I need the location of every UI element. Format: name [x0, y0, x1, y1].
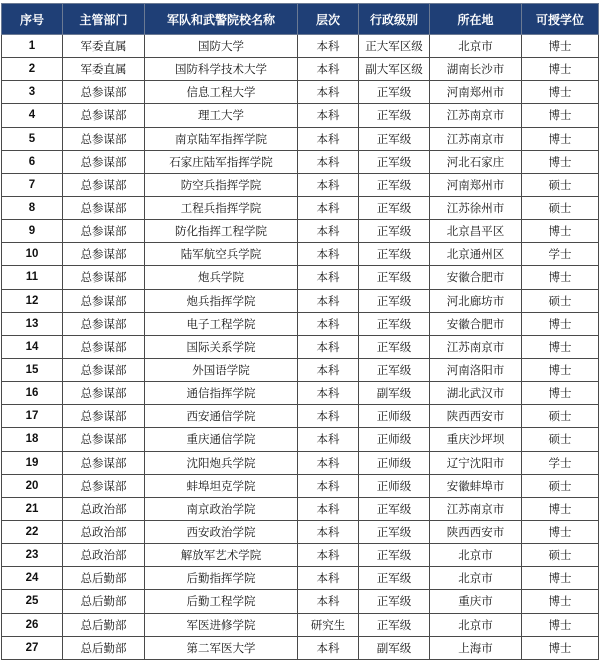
cell-admin-rank: 正军级	[359, 196, 430, 219]
cell-index: 7	[2, 173, 63, 196]
cell-admin-rank: 正军级	[359, 243, 430, 266]
cell-level: 本科	[298, 636, 359, 659]
cell-index: 17	[2, 405, 63, 428]
cell-department: 总后勤部	[63, 613, 145, 636]
cell-level: 本科	[298, 590, 359, 613]
cell-location: 北京市	[430, 613, 522, 636]
table-row	[2, 127, 599, 150]
cell-school-name: 蚌埠坦克学院	[145, 474, 298, 497]
cell-school-name: 后勤工程学院	[145, 590, 298, 613]
cell-index: 25	[2, 590, 63, 613]
cell-department: 总后勤部	[63, 567, 145, 590]
cell-location: 重庆市	[430, 590, 522, 613]
cell-admin-rank: 正军级	[359, 567, 430, 590]
table-row	[2, 497, 599, 520]
cell-level: 本科	[298, 243, 359, 266]
cell-index: 12	[2, 289, 63, 312]
cell-level: 本科	[298, 58, 359, 81]
cell-level: 本科	[298, 220, 359, 243]
cell-department: 总参谋部	[63, 196, 145, 219]
cell-level: 本科	[298, 474, 359, 497]
table-row	[2, 382, 599, 405]
cell-degree: 博士	[522, 127, 599, 150]
cell-school-name: 防化指挥工程学院	[145, 220, 298, 243]
cell-location: 安徽合肥市	[430, 312, 522, 335]
table-row	[2, 81, 599, 104]
table-row	[2, 335, 599, 358]
cell-school-name: 通信指挥学院	[145, 382, 298, 405]
cell-department: 总后勤部	[63, 636, 145, 659]
cell-school-name: 重庆通信学院	[145, 428, 298, 451]
cell-location: 江苏南京市	[430, 104, 522, 127]
cell-admin-rank: 正军级	[359, 150, 430, 173]
cell-degree: 博士	[522, 335, 599, 358]
table-row	[2, 150, 599, 173]
cell-school-name: 信息工程大学	[145, 81, 298, 104]
cell-level: 本科	[298, 520, 359, 543]
cell-department: 总参谋部	[63, 81, 145, 104]
cell-admin-rank: 正军级	[359, 173, 430, 196]
table-row	[2, 590, 599, 613]
header-level: 层次	[298, 4, 359, 35]
cell-department: 总参谋部	[63, 127, 145, 150]
cell-location: 北京市	[430, 567, 522, 590]
cell-level: 本科	[298, 104, 359, 127]
cell-level: 本科	[298, 335, 359, 358]
header-row	[2, 4, 599, 35]
cell-admin-rank: 正军级	[359, 266, 430, 289]
cell-degree: 博士	[522, 58, 599, 81]
cell-school-name: 西安政治学院	[145, 520, 298, 543]
table-row	[2, 58, 599, 81]
cell-department: 军委直属	[63, 58, 145, 81]
header-department: 主管部门	[63, 4, 145, 35]
table-row	[2, 173, 599, 196]
cell-department: 总后勤部	[63, 590, 145, 613]
cell-location: 河南郑州市	[430, 81, 522, 104]
cell-location: 安徽合肥市	[430, 266, 522, 289]
cell-location: 北京市	[430, 35, 522, 58]
cell-index: 22	[2, 520, 63, 543]
cell-location: 江苏南京市	[430, 127, 522, 150]
cell-admin-rank: 正大军区级	[359, 35, 430, 58]
cell-index: 2	[2, 58, 63, 81]
cell-location: 陕西西安市	[430, 520, 522, 543]
cell-admin-rank: 正军级	[359, 497, 430, 520]
cell-index: 11	[2, 266, 63, 289]
cell-index: 13	[2, 312, 63, 335]
cell-degree: 硕士	[522, 173, 599, 196]
cell-admin-rank: 正军级	[359, 358, 430, 381]
cell-level: 本科	[298, 497, 359, 520]
cell-level: 本科	[298, 266, 359, 289]
cell-admin-rank: 正军级	[359, 544, 430, 567]
table-row	[2, 312, 599, 335]
cell-degree: 硕士	[522, 405, 599, 428]
cell-degree: 博士	[522, 497, 599, 520]
cell-index: 27	[2, 636, 63, 659]
cell-degree: 博士	[522, 81, 599, 104]
cell-level: 本科	[298, 81, 359, 104]
cell-degree: 学士	[522, 243, 599, 266]
cell-school-name: 西安通信学院	[145, 405, 298, 428]
cell-department: 总参谋部	[63, 220, 145, 243]
cell-degree: 博士	[522, 104, 599, 127]
header-admin-rank: 行政级别	[359, 4, 430, 35]
cell-degree: 博士	[522, 266, 599, 289]
cell-department: 总政治部	[63, 497, 145, 520]
cell-admin-rank: 正军级	[359, 590, 430, 613]
cell-department: 总参谋部	[63, 173, 145, 196]
cell-school-name: 第二军医大学	[145, 636, 298, 659]
table-row	[2, 613, 599, 636]
cell-level: 本科	[298, 544, 359, 567]
cell-index: 19	[2, 451, 63, 474]
table-row	[2, 567, 599, 590]
cell-degree: 博士	[522, 520, 599, 543]
cell-department: 总参谋部	[63, 382, 145, 405]
cell-department: 军委直属	[63, 35, 145, 58]
cell-location: 北京昌平区	[430, 220, 522, 243]
cell-location: 河北廊坊市	[430, 289, 522, 312]
cell-level: 研究生	[298, 613, 359, 636]
cell-level: 本科	[298, 567, 359, 590]
cell-department: 总参谋部	[63, 335, 145, 358]
cell-index: 15	[2, 358, 63, 381]
cell-location: 江苏南京市	[430, 497, 522, 520]
cell-level: 本科	[298, 289, 359, 312]
cell-school-name: 石家庄陆军指挥学院	[145, 150, 298, 173]
table-row	[2, 243, 599, 266]
cell-index: 3	[2, 81, 63, 104]
cell-school-name: 后勤指挥学院	[145, 567, 298, 590]
cell-school-name: 沈阳炮兵学院	[145, 451, 298, 474]
cell-degree: 博士	[522, 150, 599, 173]
cell-degree: 博士	[522, 590, 599, 613]
cell-index: 14	[2, 335, 63, 358]
cell-index: 1	[2, 35, 63, 58]
cell-degree: 学士	[522, 451, 599, 474]
cell-location: 北京市	[430, 544, 522, 567]
table-row	[2, 35, 599, 58]
cell-admin-rank: 正师级	[359, 428, 430, 451]
table-row	[2, 520, 599, 543]
cell-location: 上海市	[430, 636, 522, 659]
cell-school-name: 解放军艺术学院	[145, 544, 298, 567]
cell-admin-rank: 正军级	[359, 104, 430, 127]
cell-department: 总参谋部	[63, 474, 145, 497]
cell-admin-rank: 正师级	[359, 451, 430, 474]
cell-school-name: 陆军航空兵学院	[145, 243, 298, 266]
cell-admin-rank: 副大军区级	[359, 58, 430, 81]
cell-level: 本科	[298, 173, 359, 196]
header-degree: 可授学位	[522, 4, 599, 35]
cell-level: 本科	[298, 358, 359, 381]
cell-index: 20	[2, 474, 63, 497]
cell-location: 湖南长沙市	[430, 58, 522, 81]
cell-degree: 硕士	[522, 289, 599, 312]
cell-school-name: 外国语学院	[145, 358, 298, 381]
table-row	[2, 636, 599, 659]
cell-index: 4	[2, 104, 63, 127]
cell-degree: 博士	[522, 382, 599, 405]
cell-location: 江苏南京市	[430, 335, 522, 358]
cell-degree: 硕士	[522, 544, 599, 567]
table-row	[2, 474, 599, 497]
cell-level: 本科	[298, 312, 359, 335]
cell-school-name: 国际关系学院	[145, 335, 298, 358]
cell-school-name: 南京陆军指挥学院	[145, 127, 298, 150]
cell-location: 河南郑州市	[430, 173, 522, 196]
cell-school-name: 南京政治学院	[145, 497, 298, 520]
cell-degree: 博士	[522, 567, 599, 590]
military-academies-table	[1, 3, 599, 660]
cell-admin-rank: 副军级	[359, 382, 430, 405]
cell-admin-rank: 正师级	[359, 405, 430, 428]
table-header	[2, 4, 599, 35]
cell-school-name: 理工大学	[145, 104, 298, 127]
table-row	[2, 289, 599, 312]
cell-department: 总参谋部	[63, 428, 145, 451]
cell-level: 本科	[298, 127, 359, 150]
cell-location: 辽宁沈阳市	[430, 451, 522, 474]
cell-index: 18	[2, 428, 63, 451]
cell-degree: 博士	[522, 220, 599, 243]
cell-index: 5	[2, 127, 63, 150]
cell-admin-rank: 正军级	[359, 127, 430, 150]
header-location: 所在地	[430, 4, 522, 35]
cell-degree: 博士	[522, 613, 599, 636]
cell-school-name: 炮兵指挥学院	[145, 289, 298, 312]
cell-department: 总参谋部	[63, 104, 145, 127]
cell-location: 陕西西安市	[430, 405, 522, 428]
cell-index: 9	[2, 220, 63, 243]
table-row	[2, 451, 599, 474]
cell-level: 本科	[298, 150, 359, 173]
cell-location: 江苏徐州市	[430, 196, 522, 219]
cell-admin-rank: 副军级	[359, 636, 430, 659]
header-school-name: 军队和武警院校名称	[145, 4, 298, 35]
cell-index: 10	[2, 243, 63, 266]
cell-admin-rank: 正军级	[359, 520, 430, 543]
cell-department: 总参谋部	[63, 243, 145, 266]
cell-school-name: 防空兵指挥学院	[145, 173, 298, 196]
table-row	[2, 104, 599, 127]
cell-school-name: 军医进修学院	[145, 613, 298, 636]
cell-index: 8	[2, 196, 63, 219]
table-row	[2, 405, 599, 428]
cell-level: 本科	[298, 196, 359, 219]
cell-admin-rank: 正军级	[359, 81, 430, 104]
table-body	[2, 35, 599, 660]
cell-degree: 博士	[522, 636, 599, 659]
cell-school-name: 炮兵学院	[145, 266, 298, 289]
cell-department: 总参谋部	[63, 312, 145, 335]
cell-admin-rank: 正军级	[359, 220, 430, 243]
cell-admin-rank: 正军级	[359, 312, 430, 335]
cell-degree: 硕士	[522, 196, 599, 219]
cell-level: 本科	[298, 35, 359, 58]
table-row	[2, 266, 599, 289]
cell-department: 总参谋部	[63, 405, 145, 428]
cell-location: 安徽蚌埠市	[430, 474, 522, 497]
cell-level: 本科	[298, 382, 359, 405]
cell-department: 总政治部	[63, 544, 145, 567]
cell-degree: 博士	[522, 312, 599, 335]
cell-school-name: 电子工程学院	[145, 312, 298, 335]
table-row	[2, 220, 599, 243]
cell-location: 湖北武汉市	[430, 382, 522, 405]
cell-admin-rank: 正军级	[359, 335, 430, 358]
cell-index: 24	[2, 567, 63, 590]
cell-level: 本科	[298, 405, 359, 428]
cell-admin-rank: 正师级	[359, 474, 430, 497]
cell-location: 河北石家庄	[430, 150, 522, 173]
cell-location: 重庆沙坪坝	[430, 428, 522, 451]
table-row	[2, 428, 599, 451]
cell-index: 6	[2, 150, 63, 173]
cell-school-name: 国防大学	[145, 35, 298, 58]
header-index: 序号	[2, 4, 63, 35]
cell-index: 23	[2, 544, 63, 567]
cell-index: 21	[2, 497, 63, 520]
cell-index: 16	[2, 382, 63, 405]
cell-school-name: 国防科学技术大学	[145, 58, 298, 81]
cell-department: 总参谋部	[63, 150, 145, 173]
cell-degree: 硕士	[522, 428, 599, 451]
cell-degree: 博士	[522, 358, 599, 381]
cell-admin-rank: 正军级	[359, 613, 430, 636]
cell-school-name: 工程兵指挥学院	[145, 196, 298, 219]
cell-department: 总参谋部	[63, 266, 145, 289]
cell-department: 总政治部	[63, 520, 145, 543]
cell-level: 本科	[298, 451, 359, 474]
cell-department: 总参谋部	[63, 358, 145, 381]
cell-department: 总参谋部	[63, 451, 145, 474]
table-row	[2, 196, 599, 219]
cell-degree: 博士	[522, 35, 599, 58]
cell-location: 河南洛阳市	[430, 358, 522, 381]
cell-admin-rank: 正军级	[359, 289, 430, 312]
cell-degree: 硕士	[522, 474, 599, 497]
table-row	[2, 544, 599, 567]
cell-index: 26	[2, 613, 63, 636]
cell-location: 北京通州区	[430, 243, 522, 266]
table-row	[2, 358, 599, 381]
cell-level: 本科	[298, 428, 359, 451]
cell-department: 总参谋部	[63, 289, 145, 312]
